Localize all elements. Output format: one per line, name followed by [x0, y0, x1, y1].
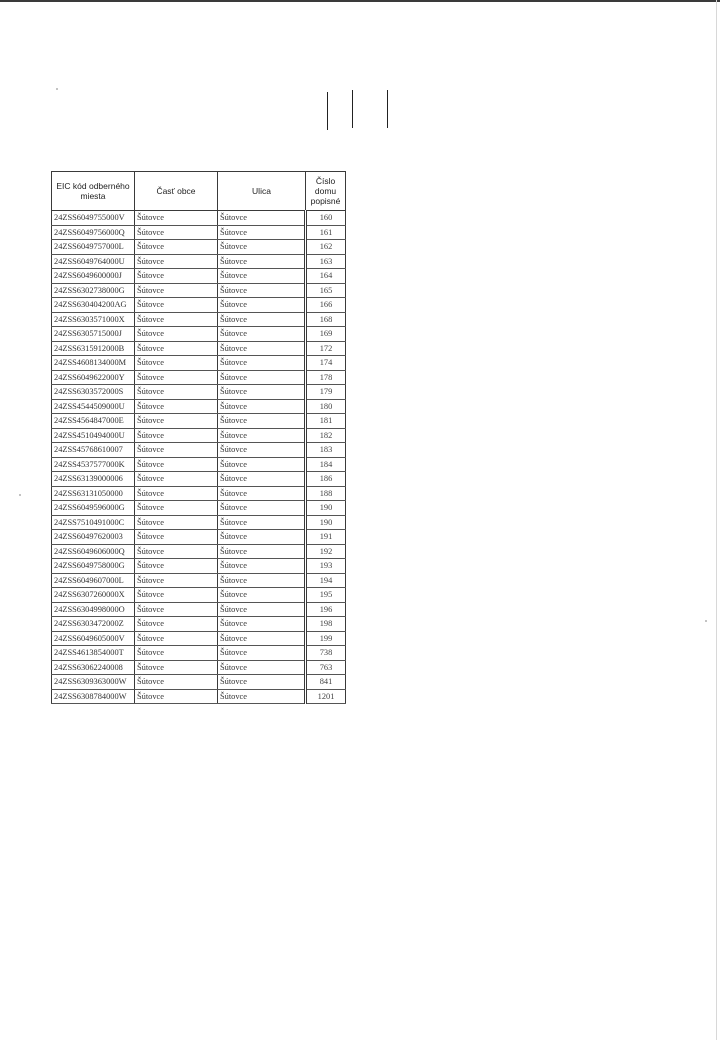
eic-code-cell: 24ZSS6303472000Z	[52, 617, 135, 632]
table-row	[52, 356, 346, 371]
header-part-of-village: Časť obce	[135, 172, 218, 211]
street-cell: Šútovce	[218, 283, 306, 298]
table-row	[52, 588, 346, 603]
part-of-village-cell: Šútovce	[135, 617, 218, 632]
house-number-cell: 168	[306, 312, 346, 327]
street-cell: Šútovce	[218, 225, 306, 240]
street-cell: Šútovce	[218, 617, 306, 632]
street-cell: Šútovce	[218, 544, 306, 559]
table-row	[52, 254, 346, 269]
part-of-village-cell: Šútovce	[135, 370, 218, 385]
eic-code-cell: 24ZSS4537577000K	[52, 457, 135, 472]
table-body	[52, 211, 346, 704]
house-number-cell: 190	[306, 515, 346, 530]
scan-speck	[56, 88, 58, 90]
house-number-cell: 181	[306, 414, 346, 429]
house-number-cell: 172	[306, 341, 346, 356]
table-row	[52, 312, 346, 327]
eic-code-cell: 24ZSS7510491000C	[52, 515, 135, 530]
part-of-village-cell: Šútovce	[135, 399, 218, 414]
eic-code-cell: 24ZSS6305715000J	[52, 327, 135, 342]
eic-code-cell: 24ZSS4608134000M	[52, 356, 135, 371]
eic-code-cell: 24ZSS6049622000Y	[52, 370, 135, 385]
table-row	[52, 472, 346, 487]
eic-code-cell: 24ZSS6049607000L	[52, 573, 135, 588]
street-cell: Šútovce	[218, 515, 306, 530]
vertical-mark-3	[387, 90, 388, 128]
house-number-cell: 738	[306, 646, 346, 661]
street-cell: Šútovce	[218, 530, 306, 545]
table-row	[52, 689, 346, 704]
page-right-edge	[716, 0, 717, 1040]
table-row	[52, 283, 346, 298]
street-cell: Šútovce	[218, 443, 306, 458]
street-cell: Šútovce	[218, 588, 306, 603]
street-cell: Šútovce	[218, 211, 306, 226]
part-of-village-cell: Šútovce	[135, 675, 218, 690]
eic-code-cell: 24ZSS6307260000X	[52, 588, 135, 603]
house-number-cell: 763	[306, 660, 346, 675]
eic-code-cell: 24ZSS6049596000G	[52, 501, 135, 516]
house-number-cell: 188	[306, 486, 346, 501]
table-row	[52, 646, 346, 661]
part-of-village-cell: Šútovce	[135, 298, 218, 313]
table-row	[52, 602, 346, 617]
street-cell: Šútovce	[218, 341, 306, 356]
street-cell: Šútovce	[218, 559, 306, 574]
table-row	[52, 617, 346, 632]
part-of-village-cell: Šútovce	[135, 356, 218, 371]
table-row	[52, 428, 346, 443]
table-row	[52, 211, 346, 226]
eic-code-cell: 24ZSS6049600000J	[52, 269, 135, 284]
street-cell: Šútovce	[218, 631, 306, 646]
street-cell: Šútovce	[218, 356, 306, 371]
street-cell: Šútovce	[218, 501, 306, 516]
house-number-cell: 183	[306, 443, 346, 458]
header-street: Ulica	[218, 172, 306, 211]
part-of-village-cell: Šútovce	[135, 486, 218, 501]
part-of-village-cell: Šútovce	[135, 559, 218, 574]
part-of-village-cell: Šútovce	[135, 573, 218, 588]
part-of-village-cell: Šútovce	[135, 544, 218, 559]
eic-code-cell: 24ZSS60497620003	[52, 530, 135, 545]
part-of-village-cell: Šútovce	[135, 414, 218, 429]
house-number-cell: 161	[306, 225, 346, 240]
house-number-cell: 166	[306, 298, 346, 313]
part-of-village-cell: Šútovce	[135, 660, 218, 675]
street-cell: Šútovce	[218, 254, 306, 269]
eic-code-cell: 24ZSS630404200AG	[52, 298, 135, 313]
vertical-mark-2	[352, 90, 353, 128]
house-number-cell: 841	[306, 675, 346, 690]
table-row	[52, 515, 346, 530]
part-of-village-cell: Šútovce	[135, 428, 218, 443]
table-row	[52, 573, 346, 588]
scan-speck	[705, 620, 707, 622]
part-of-village-cell: Šútovce	[135, 312, 218, 327]
house-number-cell: 199	[306, 631, 346, 646]
table-row	[52, 530, 346, 545]
house-number-cell: 194	[306, 573, 346, 588]
part-of-village-cell: Šútovce	[135, 646, 218, 661]
street-cell: Šútovce	[218, 457, 306, 472]
street-cell: Šútovce	[218, 428, 306, 443]
part-of-village-cell: Šútovce	[135, 501, 218, 516]
eic-code-cell: 24ZSS6308784000W	[52, 689, 135, 704]
part-of-village-cell: Šútovce	[135, 602, 218, 617]
part-of-village-cell: Šútovce	[135, 341, 218, 356]
eic-code-cell: 24ZSS4510494000U	[52, 428, 135, 443]
house-number-cell: 182	[306, 428, 346, 443]
eic-code-cell: 24ZSS63062240008	[52, 660, 135, 675]
part-of-village-cell: Šútovce	[135, 327, 218, 342]
street-cell: Šútovce	[218, 269, 306, 284]
eic-code-cell: 24ZSS4564847000E	[52, 414, 135, 429]
house-number-cell: 174	[306, 356, 346, 371]
table-row	[52, 225, 346, 240]
street-cell: Šútovce	[218, 573, 306, 588]
street-cell: Šútovce	[218, 312, 306, 327]
table-row	[52, 298, 346, 313]
house-number-cell: 163	[306, 254, 346, 269]
table-row	[52, 501, 346, 516]
house-number-cell: 1201	[306, 689, 346, 704]
part-of-village-cell: Šútovce	[135, 588, 218, 603]
part-of-village-cell: Šútovce	[135, 515, 218, 530]
table-row	[52, 559, 346, 574]
street-cell: Šútovce	[218, 327, 306, 342]
house-number-cell: 164	[306, 269, 346, 284]
house-number-cell: 178	[306, 370, 346, 385]
street-cell: Šútovce	[218, 472, 306, 487]
eic-code-cell: 24ZSS6049764000U	[52, 254, 135, 269]
eic-code-cell: 24ZSS4544509000U	[52, 399, 135, 414]
header-house-number: Číslo domu popisné	[306, 172, 346, 211]
table-row	[52, 544, 346, 559]
part-of-village-cell: Šútovce	[135, 457, 218, 472]
eic-code-cell: 24ZSS6309363000W	[52, 675, 135, 690]
street-cell: Šútovce	[218, 370, 306, 385]
eic-code-cell: 24ZSS6049756000Q	[52, 225, 135, 240]
part-of-village-cell: Šútovce	[135, 530, 218, 545]
street-cell: Šútovce	[218, 298, 306, 313]
table-row	[52, 385, 346, 400]
eic-code-cell: 24ZSS6049605000V	[52, 631, 135, 646]
eic-code-cell: 24ZSS6049755000V	[52, 211, 135, 226]
part-of-village-cell: Šútovce	[135, 385, 218, 400]
street-cell: Šútovce	[218, 414, 306, 429]
eic-code-cell: 24ZSS6302738000G	[52, 283, 135, 298]
part-of-village-cell: Šútovce	[135, 283, 218, 298]
house-number-cell: 162	[306, 240, 346, 255]
eic-code-cell: 24ZSS6303572000S	[52, 385, 135, 400]
part-of-village-cell: Šútovce	[135, 240, 218, 255]
street-cell: Šútovce	[218, 646, 306, 661]
part-of-village-cell: Šútovce	[135, 269, 218, 284]
part-of-village-cell: Šútovce	[135, 689, 218, 704]
house-number-cell: 180	[306, 399, 346, 414]
table-row	[52, 631, 346, 646]
eic-code-cell: 24ZSS6315912000B	[52, 341, 135, 356]
house-number-cell: 192	[306, 544, 346, 559]
part-of-village-cell: Šútovce	[135, 254, 218, 269]
table-row	[52, 443, 346, 458]
house-number-cell: 191	[306, 530, 346, 545]
page-top-border	[0, 0, 720, 2]
table-row	[52, 675, 346, 690]
house-number-cell: 193	[306, 559, 346, 574]
street-cell: Šútovce	[218, 385, 306, 400]
table-row	[52, 370, 346, 385]
eic-code-cell: 24ZSS6049606000Q	[52, 544, 135, 559]
house-number-cell: 198	[306, 617, 346, 632]
part-of-village-cell: Šútovce	[135, 631, 218, 646]
street-cell: Šútovce	[218, 660, 306, 675]
eic-code-cell: 24ZSS4613854000T	[52, 646, 135, 661]
eic-code-cell: 24ZSS63139000006	[52, 472, 135, 487]
part-of-village-cell: Šútovce	[135, 211, 218, 226]
header-eic-code: EIC kód odberného miesta	[52, 172, 135, 211]
eic-code-cell: 24ZSS6049758000G	[52, 559, 135, 574]
table-row	[52, 399, 346, 414]
vertical-mark-1	[327, 92, 328, 130]
street-cell: Šútovce	[218, 689, 306, 704]
table-row	[52, 269, 346, 284]
eic-code-cell: 24ZSS6303571000X	[52, 312, 135, 327]
street-cell: Šútovce	[218, 240, 306, 255]
house-number-cell: 190	[306, 501, 346, 516]
table-row	[52, 660, 346, 675]
eic-code-cell: 24ZSS45768610007	[52, 443, 135, 458]
house-number-cell: 179	[306, 385, 346, 400]
eic-code-cell: 24ZSS63131050000	[52, 486, 135, 501]
part-of-village-cell: Šútovce	[135, 472, 218, 487]
house-number-cell: 184	[306, 457, 346, 472]
part-of-village-cell: Šútovce	[135, 225, 218, 240]
street-cell: Šútovce	[218, 602, 306, 617]
eic-code-cell: 24ZSS6304998000O	[52, 602, 135, 617]
part-of-village-cell: Šútovce	[135, 443, 218, 458]
house-number-cell: 165	[306, 283, 346, 298]
table-header-row	[52, 172, 346, 211]
street-cell: Šútovce	[218, 486, 306, 501]
house-number-cell: 195	[306, 588, 346, 603]
table-row	[52, 457, 346, 472]
eic-table	[51, 171, 346, 704]
table-row	[52, 327, 346, 342]
table-row	[52, 240, 346, 255]
scan-speck	[19, 494, 21, 496]
house-number-cell: 160	[306, 211, 346, 226]
table-row	[52, 341, 346, 356]
house-number-cell: 196	[306, 602, 346, 617]
eic-code-cell: 24ZSS6049757000L	[52, 240, 135, 255]
house-number-cell: 169	[306, 327, 346, 342]
table-row	[52, 414, 346, 429]
street-cell: Šútovce	[218, 675, 306, 690]
street-cell: Šútovce	[218, 399, 306, 414]
house-number-cell: 186	[306, 472, 346, 487]
table-row	[52, 486, 346, 501]
